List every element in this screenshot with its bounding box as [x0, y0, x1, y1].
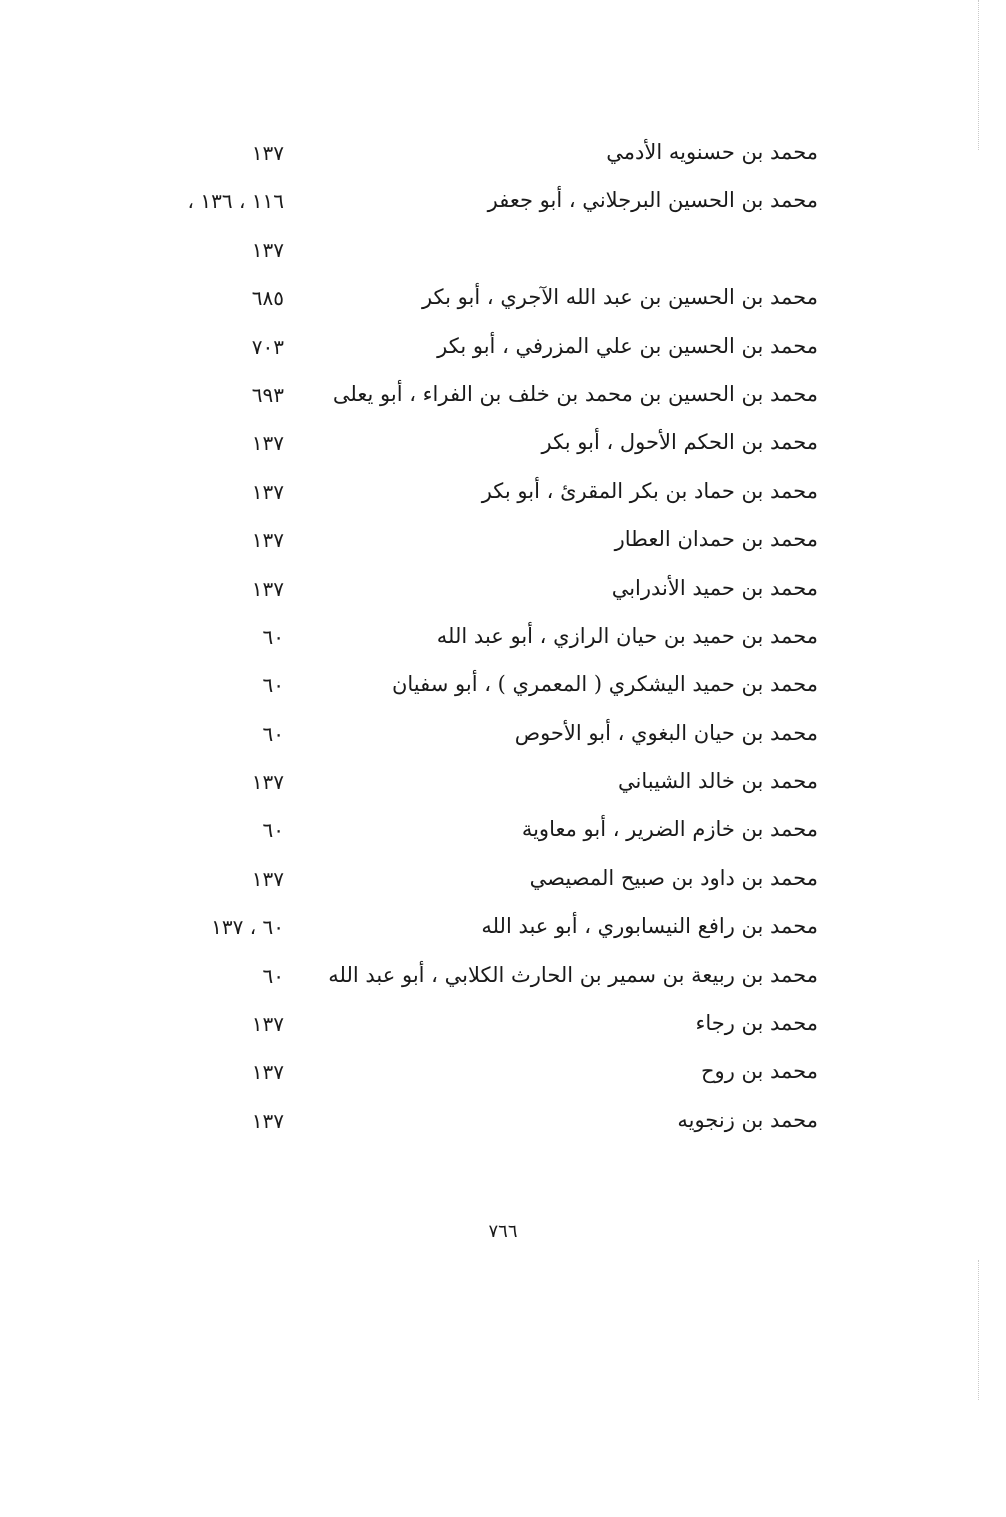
- index-entry: [0, 322, 1006, 370]
- entry-name: محمد بن زنجويه: [677, 1107, 818, 1132]
- index-entry: [0, 757, 1006, 805]
- entry-pages: ٦٠: [262, 818, 284, 843]
- index-list: [0, 128, 1006, 1144]
- index-entry: [0, 951, 1006, 999]
- entry-name: محمد بن حميد بن حيان الرازي ، أبو عبد الله: [436, 623, 818, 648]
- entry-pages: ٧٠٣: [251, 334, 284, 359]
- entry-name: محمد بن الحسين البرجلاني ، أبو جعفر: [487, 188, 818, 213]
- entry-pages: ١٣٧: [251, 141, 284, 165]
- index-entry: [0, 128, 1006, 176]
- entry-pages: ٦٠ ، ١٣٧: [211, 915, 284, 940]
- index-entry: [0, 999, 1006, 1047]
- entry-pages: ٦٠: [262, 624, 284, 649]
- entry-name: محمد بن رجاء: [695, 1011, 818, 1036]
- entry-pages: ١٣٧: [251, 479, 284, 504]
- entry-pages: ١٣٧: [251, 528, 284, 553]
- index-entry: [0, 660, 1006, 708]
- entry-pages: ١١٦ ، ١٣٦ ،: [187, 189, 284, 214]
- entry-pages: ٦٠: [262, 721, 284, 746]
- index-entry: [0, 273, 1006, 321]
- index-entry: [0, 805, 1006, 853]
- entry-pages: ٦٨٥: [251, 286, 284, 311]
- entry-pages: ١٣٧: [251, 431, 284, 456]
- entry-pages: ١٣٧: [251, 770, 284, 795]
- entry-name: محمد بن رافع النيسابوري ، أبو عبد الله: [481, 914, 818, 939]
- entry-name: محمد بن حميد اليشكري ( المعمري ) ، أبو سفيان: [391, 672, 818, 697]
- index-entry: [0, 564, 1006, 612]
- index-entry: [0, 515, 1006, 563]
- entry-pages: ١٣٧: [251, 1108, 284, 1133]
- entry-name: محمد بن حماد بن بكر المقرئ ، أبو بكر: [481, 478, 818, 503]
- entry-pages: ٦٠: [262, 673, 284, 698]
- entry-name: محمد بن ربيعة بن سمير بن الحارث الكلابي ، أبو عبد الله: [328, 962, 818, 987]
- index-entry: [0, 1096, 1006, 1144]
- entry-pages: ٦٩٣: [251, 382, 284, 407]
- index-entry: [0, 612, 1006, 660]
- entry-name: محمد بن حميد الأندرابي: [611, 575, 818, 600]
- entry-name: محمد بن حسنويه الأدمي: [606, 140, 818, 164]
- index-entry: [0, 854, 1006, 902]
- entry-name: محمد بن حمدان العطار: [614, 527, 818, 552]
- entry-name: محمد بن روح: [701, 1059, 818, 1084]
- index-entry: [0, 176, 1006, 224]
- entry-name: محمد بن حيان البغوي ، أبو الأحوص: [514, 720, 818, 745]
- entry-name: محمد بن الحسين بن علي المزرفي ، أبو بكر: [437, 333, 818, 358]
- entry-name: محمد بن الحسين بن عبد الله الآجري ، أبو بكر: [421, 285, 818, 310]
- entry-pages: ٦٠: [262, 963, 284, 988]
- index-entry: [0, 370, 1006, 418]
- entry-name: محمد بن داود بن صبيح المصيصي: [529, 865, 818, 890]
- entry-name: محمد بن خالد الشيباني: [617, 769, 818, 794]
- entry-pages: ١٣٧: [251, 1012, 284, 1037]
- index-entry: [0, 1047, 1006, 1095]
- index-entry: [0, 709, 1006, 757]
- entry-name: محمد بن الحسين بن محمد بن خلف بن الفراء ، أبو يعلى: [332, 381, 818, 406]
- entry-pages: ١٣٧: [251, 237, 284, 262]
- page-number: ٧٦٦: [488, 1221, 518, 1242]
- entry-name: محمد بن الحكم الأحول ، أبو بكر: [541, 430, 818, 455]
- entry-pages: ١٣٧: [251, 576, 284, 601]
- index-entry: [0, 467, 1006, 515]
- entry-pages: ١٣٧: [251, 1060, 284, 1085]
- index-entry: [0, 902, 1006, 950]
- index-entry-continuation: [0, 225, 1006, 273]
- index-entry: [0, 418, 1006, 466]
- entry-name: محمد بن خازم الضرير ، أبو معاوية: [521, 817, 818, 842]
- page-edge-line: [978, 1260, 979, 1400]
- entry-pages: ١٣٧: [251, 866, 284, 891]
